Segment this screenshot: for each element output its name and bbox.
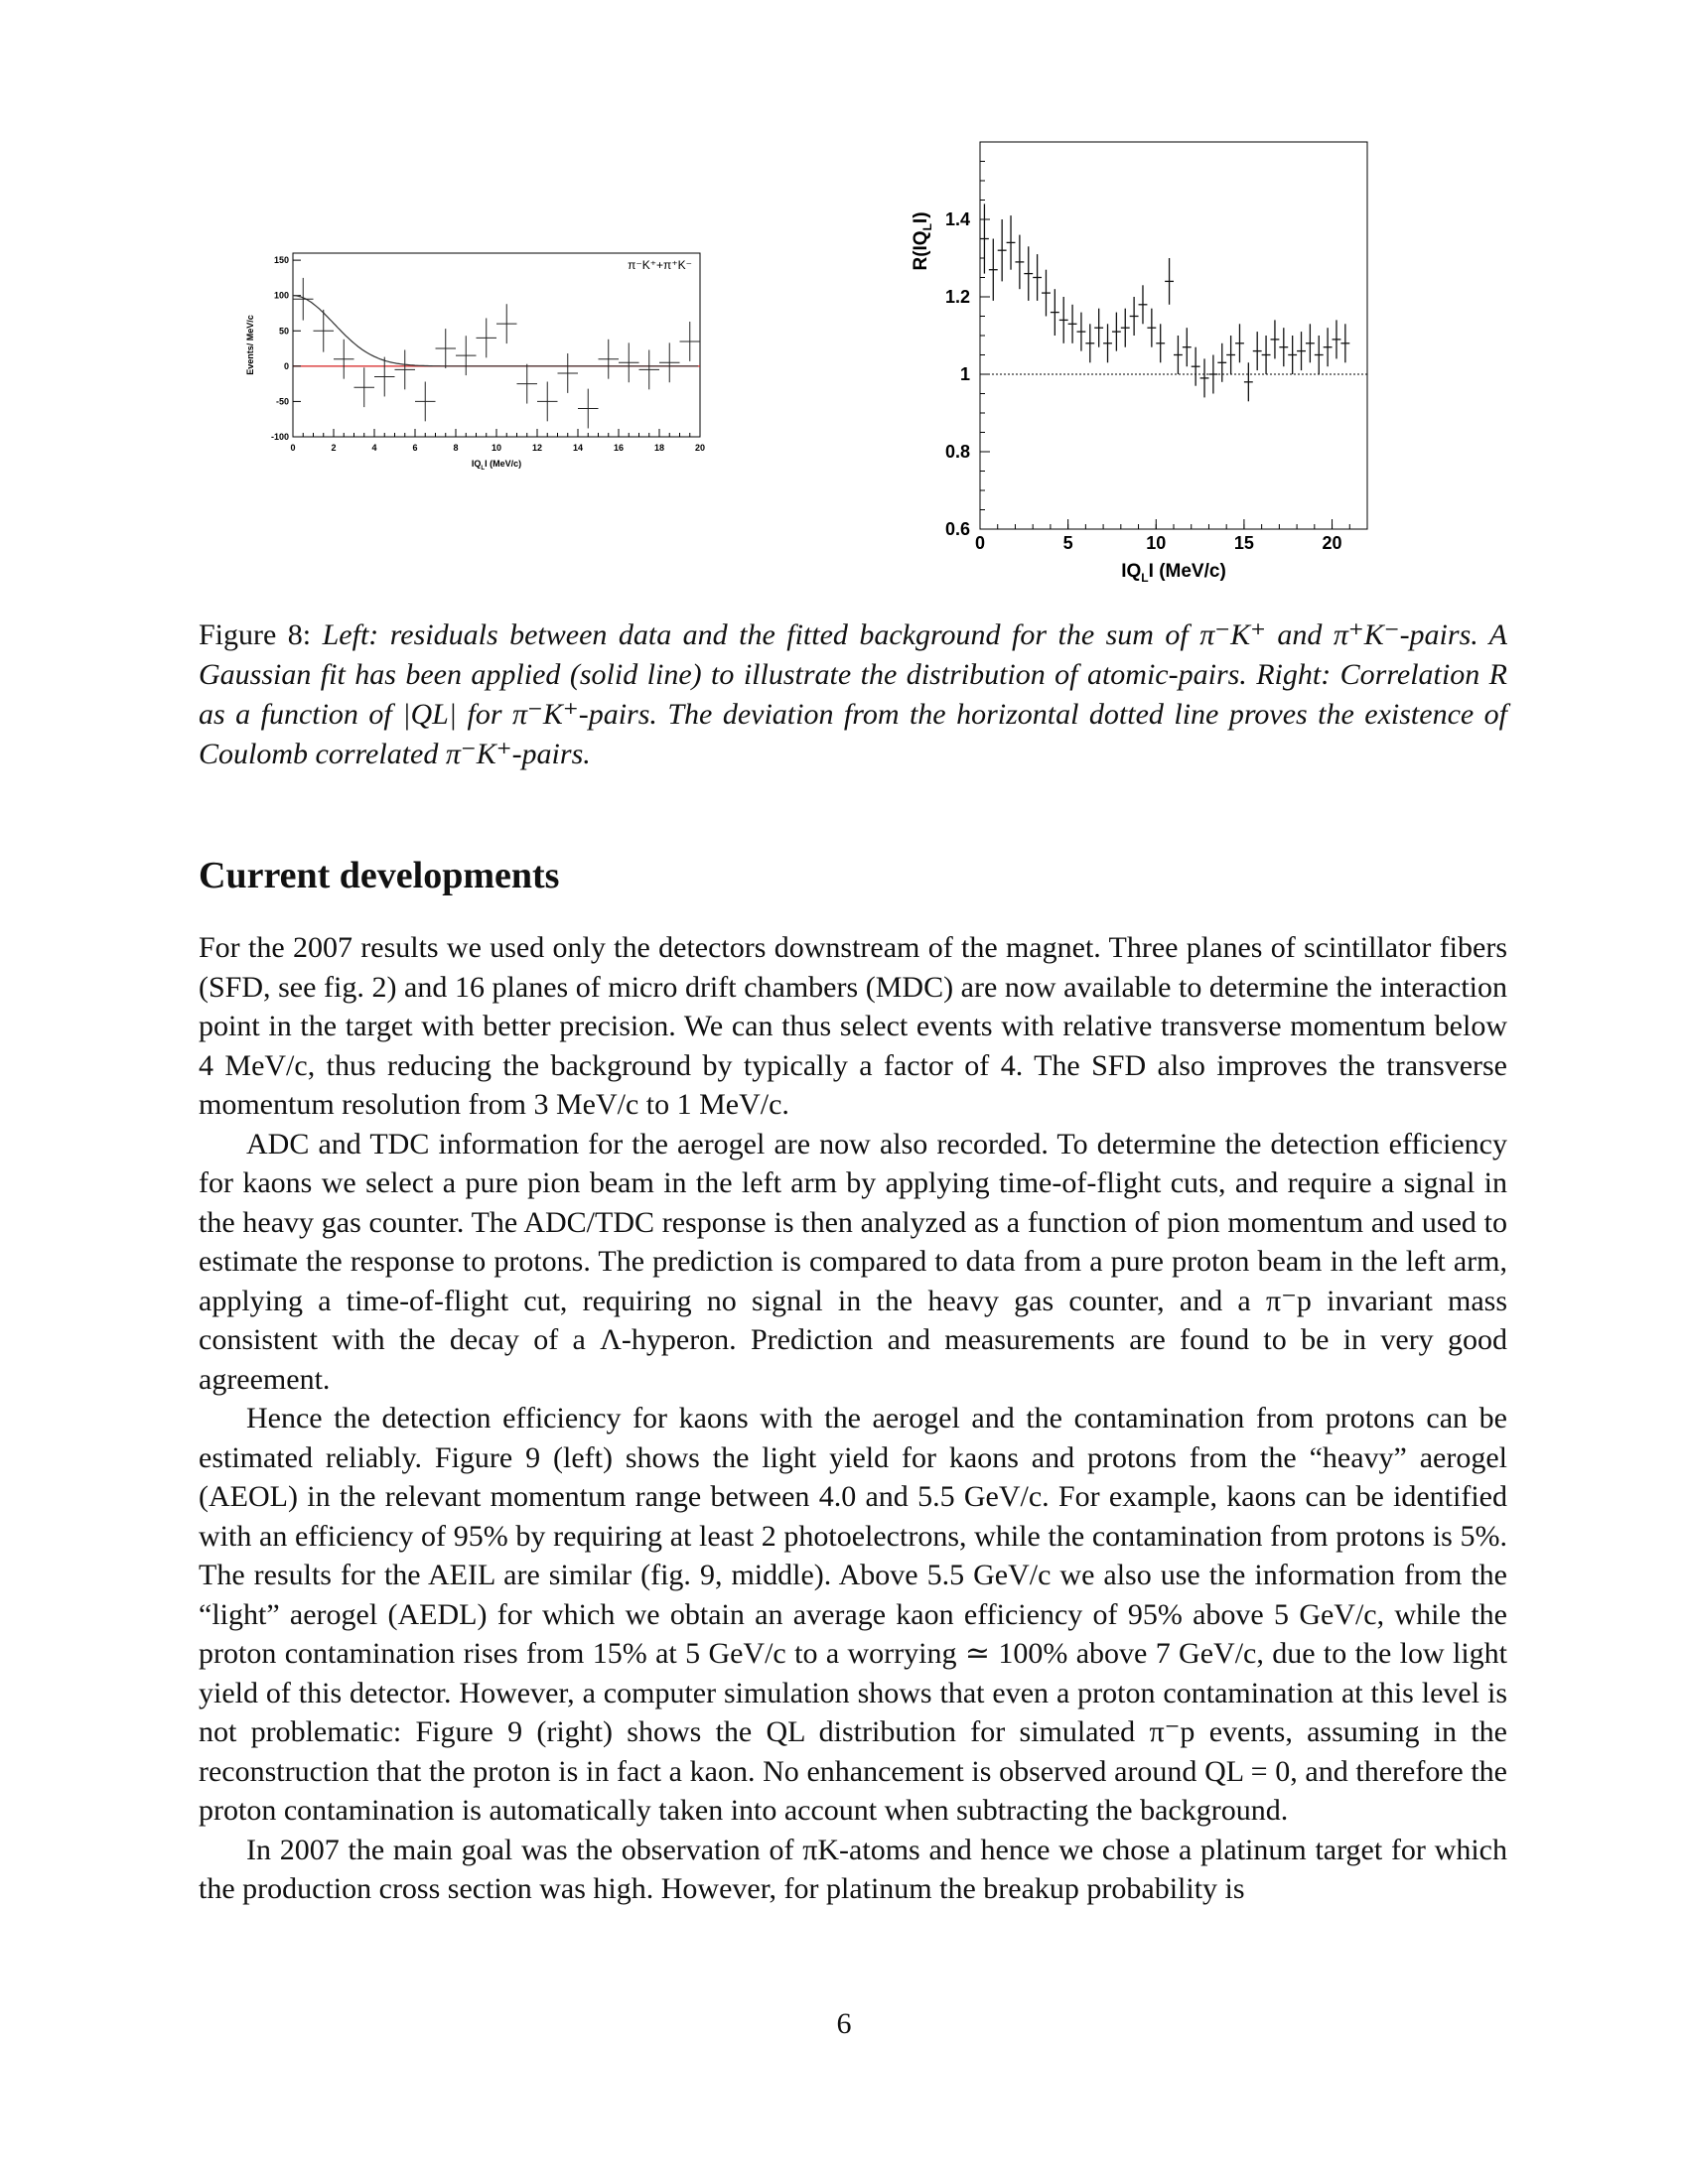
figure-right xyxy=(894,129,1390,596)
x-tick-label: 16 xyxy=(613,443,625,453)
page-number: 6 xyxy=(836,2007,852,2040)
caption-text: Left: residuals between data and the fitted background for the sum of π⁻K⁺ and π⁺K⁻-pairs. A Gaussian fit has been applied (solid line) to illustrate the distribution of atomic-pairs. Right: Correlation R as a function of |QL| for π⁻K⁺-pairs. The deviation from the horizontal dotted line proves the existence of Coulomb correlated π⁻K⁺-pairs. xyxy=(199,618,1507,770)
y-tick-label: 50 xyxy=(278,326,289,337)
y-tick-label: 0.8 xyxy=(944,442,970,462)
x-axis-label: $IQ_LI$ (MeV/c) xyxy=(1121,561,1226,585)
x-tick-label: 4 xyxy=(371,443,377,453)
plot-frame xyxy=(980,142,1367,529)
section-body xyxy=(199,928,1507,1909)
x-tick-label: 10 xyxy=(1146,533,1167,553)
x-tick-label: 0 xyxy=(974,533,986,553)
caption-label: Figure 8: xyxy=(199,618,312,651)
section-heading: Current developments xyxy=(199,855,560,896)
y-tick-label: 1 xyxy=(959,364,970,384)
x-tick-label: 8 xyxy=(453,443,459,453)
x-tick-label: 10 xyxy=(491,443,502,453)
y-tick-label: 1.4 xyxy=(944,209,970,229)
plot-frame xyxy=(293,253,700,437)
y-tick-label: -100 xyxy=(270,432,289,442)
x-tick-label: 12 xyxy=(531,443,543,453)
y-tick-label: -50 xyxy=(275,396,289,407)
paragraph: In 2007 the main goal was the observation of πK-atoms and hence we chose a platinum target for which the production cross section was high. However, for platinum the breakup probability is xyxy=(199,1833,1507,1905)
y-tick-label: 150 xyxy=(273,255,289,266)
paragraph: Hence the detection efficiency for kaons with the aerogel and the contamination from protons can be estimated reliably. Figure 9 (left) shows the light yield for kaons and protons from the “heavy” aerogel (AEOL) in the relevant momentum range between 4.0 and 5.5 GeV/c. For example, kaons can be identified with an efficiency of 95% by requiring at least 2 photoelectrons, while the contamination from protons is 5%. The results for the AEIL are similar (fig. 9, middle). Above 5.5 GeV/c we also use the information from the “light” aerogel (AEDL) for which we obtain an average kaon efficiency of 95% above 5 GeV/c, while the proton contamination rises from 15% at 5 GeV/c to a worrying ≃ 100% above 7 GeV/c, due to the low light yield of this detector. However, a computer simulation shows that even a proton contamination at this level is not problematic: Figure 9 (right) shows the QL distribution for simulated π⁻p events, assuming in the reconstruction that the proton is in fact a kaon. No enhancement is observed around QL = 0, and therefore the proton contamination is automatically taken into account when subtracting the background. xyxy=(199,1402,1507,1827)
figure-caption xyxy=(199,615,1507,774)
x-tick-label: 15 xyxy=(1233,533,1254,553)
x-tick-label: 20 xyxy=(694,443,706,453)
x-axis-label: $IQ_LI$ (MeV/c) xyxy=(471,459,522,472)
y-tick-label: 1.2 xyxy=(944,287,970,307)
paragraph: For the 2007 results we used only the detectors downstream of the magnet. Three planes of scintillator fibers (SFD, see fig. 2) and 16 planes of micro drift chambers (MDC) are now available to determine the interaction point in the target with better precision. We can thus select events with relative transverse momentum below 4 MeV/c, thus reducing the background by typically a factor of 4. The SFD also improves the transverse momentum resolution from 3 MeV/c to 1 MeV/c. xyxy=(199,931,1507,1121)
x-tick-label: 0 xyxy=(290,443,296,453)
gaussian-fit-curve xyxy=(293,296,698,366)
x-tick-label: 5 xyxy=(1062,533,1073,553)
legend-label: π⁻K⁺+π⁺K⁻ xyxy=(628,258,692,272)
paragraph: ADC and TDC information for the aerogel are now also recorded. To determine the detection efficiency for kaons we select a pure pion beam in the left arm by applying time-of-flight cuts, and require a signal in the heavy gas counter. The ADC/TDC response is then analyzed as a function of pion momentum and used to estimate the response to protons. The prediction is compared to data from a pure proton beam in the left arm, applying a time-of-flight cut, requiring no signal in the heavy gas counter, and a π⁻p invariant mass consistent with the decay of a Λ-hyperon. Prediction and measurements are found to be in very good agreement. xyxy=(199,1127,1507,1396)
y-axis-label: $R(IQ_LI)$ xyxy=(911,211,934,271)
x-tick-label: 14 xyxy=(572,443,584,453)
y-tick-label: 100 xyxy=(273,290,289,301)
x-tick-label: 6 xyxy=(412,443,418,453)
y-tick-label: 0.6 xyxy=(944,519,970,539)
x-tick-label: 2 xyxy=(331,443,337,453)
x-tick-label: 20 xyxy=(1322,533,1342,553)
y-tick-label: 0 xyxy=(283,360,289,371)
figure-left xyxy=(238,238,715,486)
x-tick-label: 18 xyxy=(653,443,665,453)
y-axis-label: Events/ MeV/c xyxy=(245,315,255,375)
